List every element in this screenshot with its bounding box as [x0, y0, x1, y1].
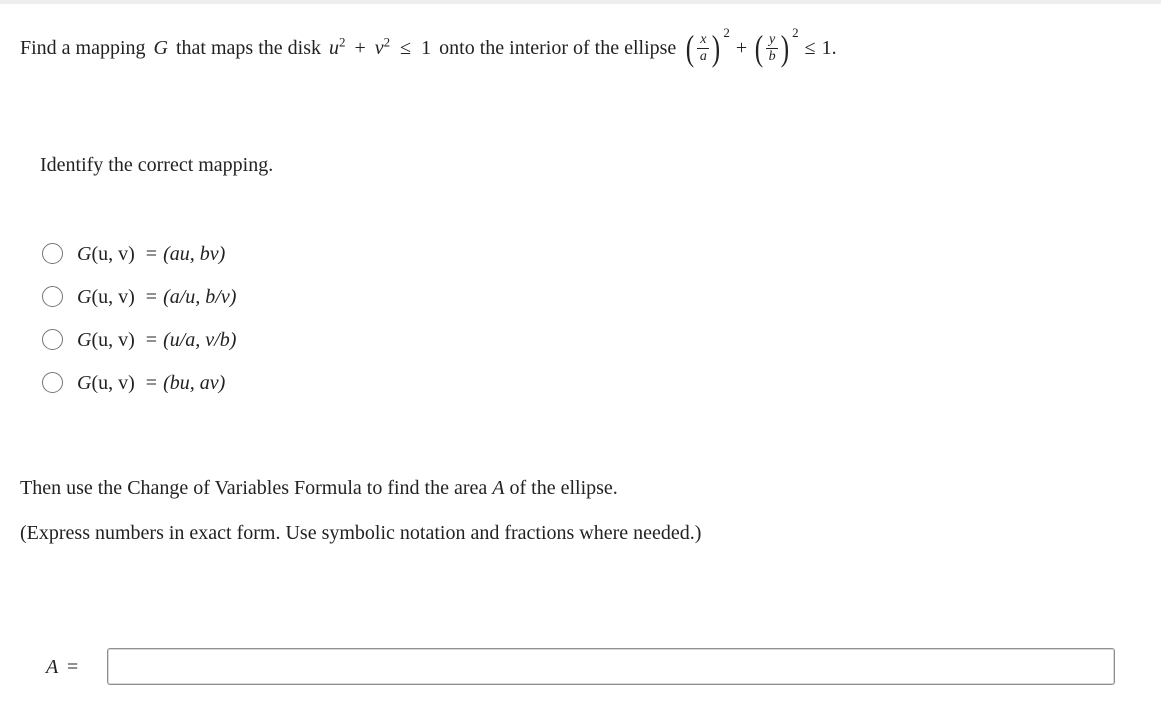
question-prefix: Find a mapping [20, 37, 146, 59]
radio-button[interactable] [42, 372, 63, 393]
mapping-option-4[interactable] [42, 361, 236, 404]
mapping-option-3[interactable] [42, 318, 236, 361]
format-instruction: (Express numbers in exact form. Use symbolic notation and fractions where needed.) [20, 522, 702, 544]
option-label: G(u, v) = (a/u, b/v) [77, 285, 237, 308]
radio-button[interactable] [42, 329, 63, 350]
top-divider [0, 0, 1161, 4]
area-answer-input[interactable] [107, 648, 1115, 685]
mapping-option-1[interactable] [42, 232, 236, 275]
radio-button[interactable] [42, 286, 63, 307]
radio-button[interactable] [42, 243, 63, 264]
var-A: A [492, 477, 505, 499]
answer-label: A = [46, 656, 79, 678]
ellipse-inequality: ( $\frac{x}{a}$ ) 2 + ( $\frac{y}{b}$ ) 2 ≤ 1. [686, 25, 837, 68]
identify-prompt: Identify the correct mapping. [40, 154, 274, 176]
option-label: G(u, v) = (au, bv) [77, 242, 226, 265]
mapping-options [42, 232, 236, 404]
question-statement [20, 25, 837, 68]
change-of-variables-instruction: Then use the Change of Variables Formula to find the area A of the ellipse. [20, 477, 618, 499]
var-G: G [153, 37, 168, 59]
mapping-option-2[interactable] [42, 275, 236, 318]
question-suffix: onto the interior of the ellipse [439, 37, 677, 59]
disk-inequality: $u^2 + v^2 \le 1$ [328, 34, 432, 59]
option-label: G(u, v) = (u/a, v/b) [77, 328, 237, 351]
option-label: G(u, v) = (bu, av) [77, 371, 226, 394]
question-middle: that maps the disk [176, 37, 321, 59]
